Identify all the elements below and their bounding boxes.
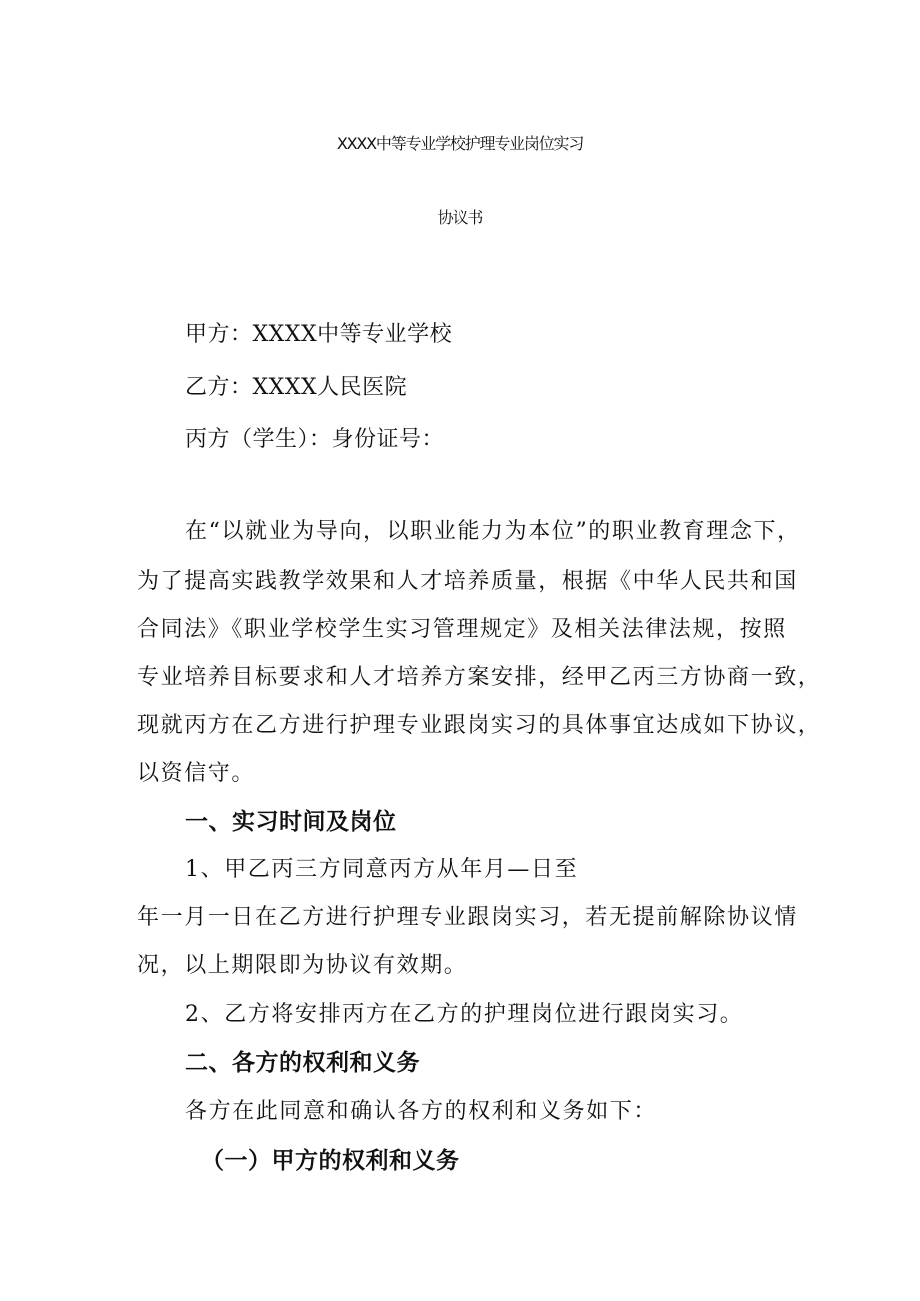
preamble-line: 为了提高实践教学效果和人才培养质量，根据《中华人民共和国 (137, 569, 798, 594)
party-b: 乙方：XXXX人民医院 (185, 375, 408, 400)
section-1-item-1-line: 况，以上期限即为协议有效期。 (137, 953, 468, 978)
section-1-item-1-line: 1、甲乙丙三方同意丙方从年月—日至 (185, 857, 579, 882)
section-1-item-1-line: 年一月一日在乙方进行护理专业跟岗实习，若无提前解除协议情 (137, 905, 798, 930)
preamble-line: 在“以就业为导向，以职业能力为本位”的职业教育理念下， (185, 519, 801, 544)
document-title-line-1: XXXX中等专业学校护理专业岗位实习 (336, 134, 584, 153)
section-1-item-2: 2、乙方将安排丙方在乙方的护理岗位进行跟岗实习。 (185, 1002, 744, 1027)
party-c: 丙方（学生）：身份证号： (185, 427, 445, 452)
preamble-line: 专业培养目标要求和人才培养方案安排，经甲乙丙三方协商一致， (137, 665, 822, 690)
preamble-line: 现就丙方在乙方进行护理专业跟岗实习的具体事宜达成如下协议， (137, 713, 822, 738)
preamble-line: 合同法》《职业学校学生实习管理规定》及相关法律法规，按照 (137, 617, 787, 642)
section-2-heading: 二、各方的权利和义务 (185, 1050, 420, 1076)
document-title-line-2: 协议书 (437, 208, 483, 227)
section-2-subheading-1: （一）甲方的权利和义务 (201, 1148, 460, 1174)
party-a: 甲方：XXXX中等专业学校 (185, 322, 453, 347)
preamble-line: 以资信守。 (137, 761, 256, 786)
section-1-heading: 一、实习时间及岗位 (185, 809, 397, 835)
section-2-intro: 各方在此同意和确认各方的权利和义务如下： (185, 1099, 658, 1124)
